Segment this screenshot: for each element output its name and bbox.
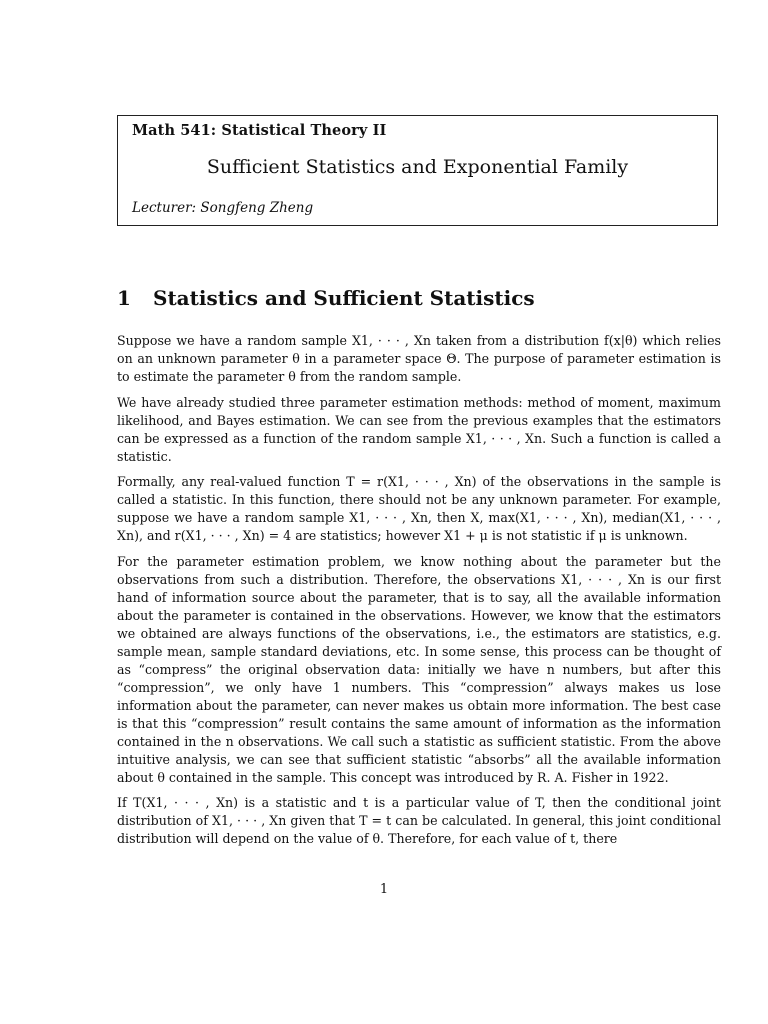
section-number: 1	[117, 286, 131, 310]
paragraph-1: Suppose we have a random sample X1, · · · , Xn taken from a distribution f(x|θ) which relies on an unknown parameter θ in a parameter space Θ. The purpose of parameter estimation is to estimate the parameter θ from the random sample.	[117, 333, 721, 384]
lecturer-name: Lecturer: Songfeng Zheng	[132, 200, 314, 216]
section-heading	[117, 286, 535, 310]
title-box	[117, 115, 718, 226]
page-number: 1	[379, 882, 389, 897]
course-name: Math 541: Statistical Theory II	[132, 122, 387, 139]
paragraph-4: For the parameter estimation problem, we know nothing about the parameter but the observations from such a distribution. Therefore, the observations X1, · · · , Xn is our first hand of information source about the parameter, that is to say, all the available information about the parameter is contained in the observations. However, we know that the estimators we obtained are always functions of the observations, i.e., the estimators are statistics, e.g. sample mean, sample standard deviations, etc. In some sense, this process can be thought of as “compress” the original observation data: initially we have n numbers, but after this “compression”, we only have 1 numbers. This “compression” always makes us lose information about the parameter, can never makes us obtain more information. The best case is that this “compression” result contains the same amount of information as the information contained in the n observations. We call such a statistic as sufficient statistic. From the above intuitive analysis, we can see that sufficient statistic “absorbs” all the available information about θ contained in the sample. This concept was introduced by R. A. Fisher in 1922.	[117, 553, 721, 785]
paragraph-2: We have already studied three parameter estimation methods: method of moment, maximum likelihood, and Bayes estimation. We can see from the previous examples that the estimators can be expressed as a function of the random sample X1, · · · , Xn. Such a function is called a statistic.	[117, 394, 721, 464]
paragraph-5: If T(X1, · · · , Xn) is a statistic and t is a particular value of T, then the conditional joint distribution of X1, · · · , Xn given that T = t can be calculated. In general, this joint conditional distribution will depend on the value of θ. Therefore, for each value of t, there	[117, 795, 721, 846]
body-text	[117, 332, 721, 856]
paragraph-3: Formally, any real-valued function T = r(X1, · · · , Xn) of the observations in the sample is called a statistic. In this function, there should not be any unknown parameter. For example, suppose we have a random sample X1, · · · , Xn, then X, max(X1, · · · , Xn), median(X1, · · · , Xn), and r(X1, · · · , Xn) = 4 are statistics; however X1 + μ is not statistic if μ is unknown.	[117, 474, 721, 543]
document-title: Sufficient Statistics and Exponential Family	[206, 156, 629, 178]
section-title: Statistics and Sufficient Statistics	[153, 286, 535, 310]
